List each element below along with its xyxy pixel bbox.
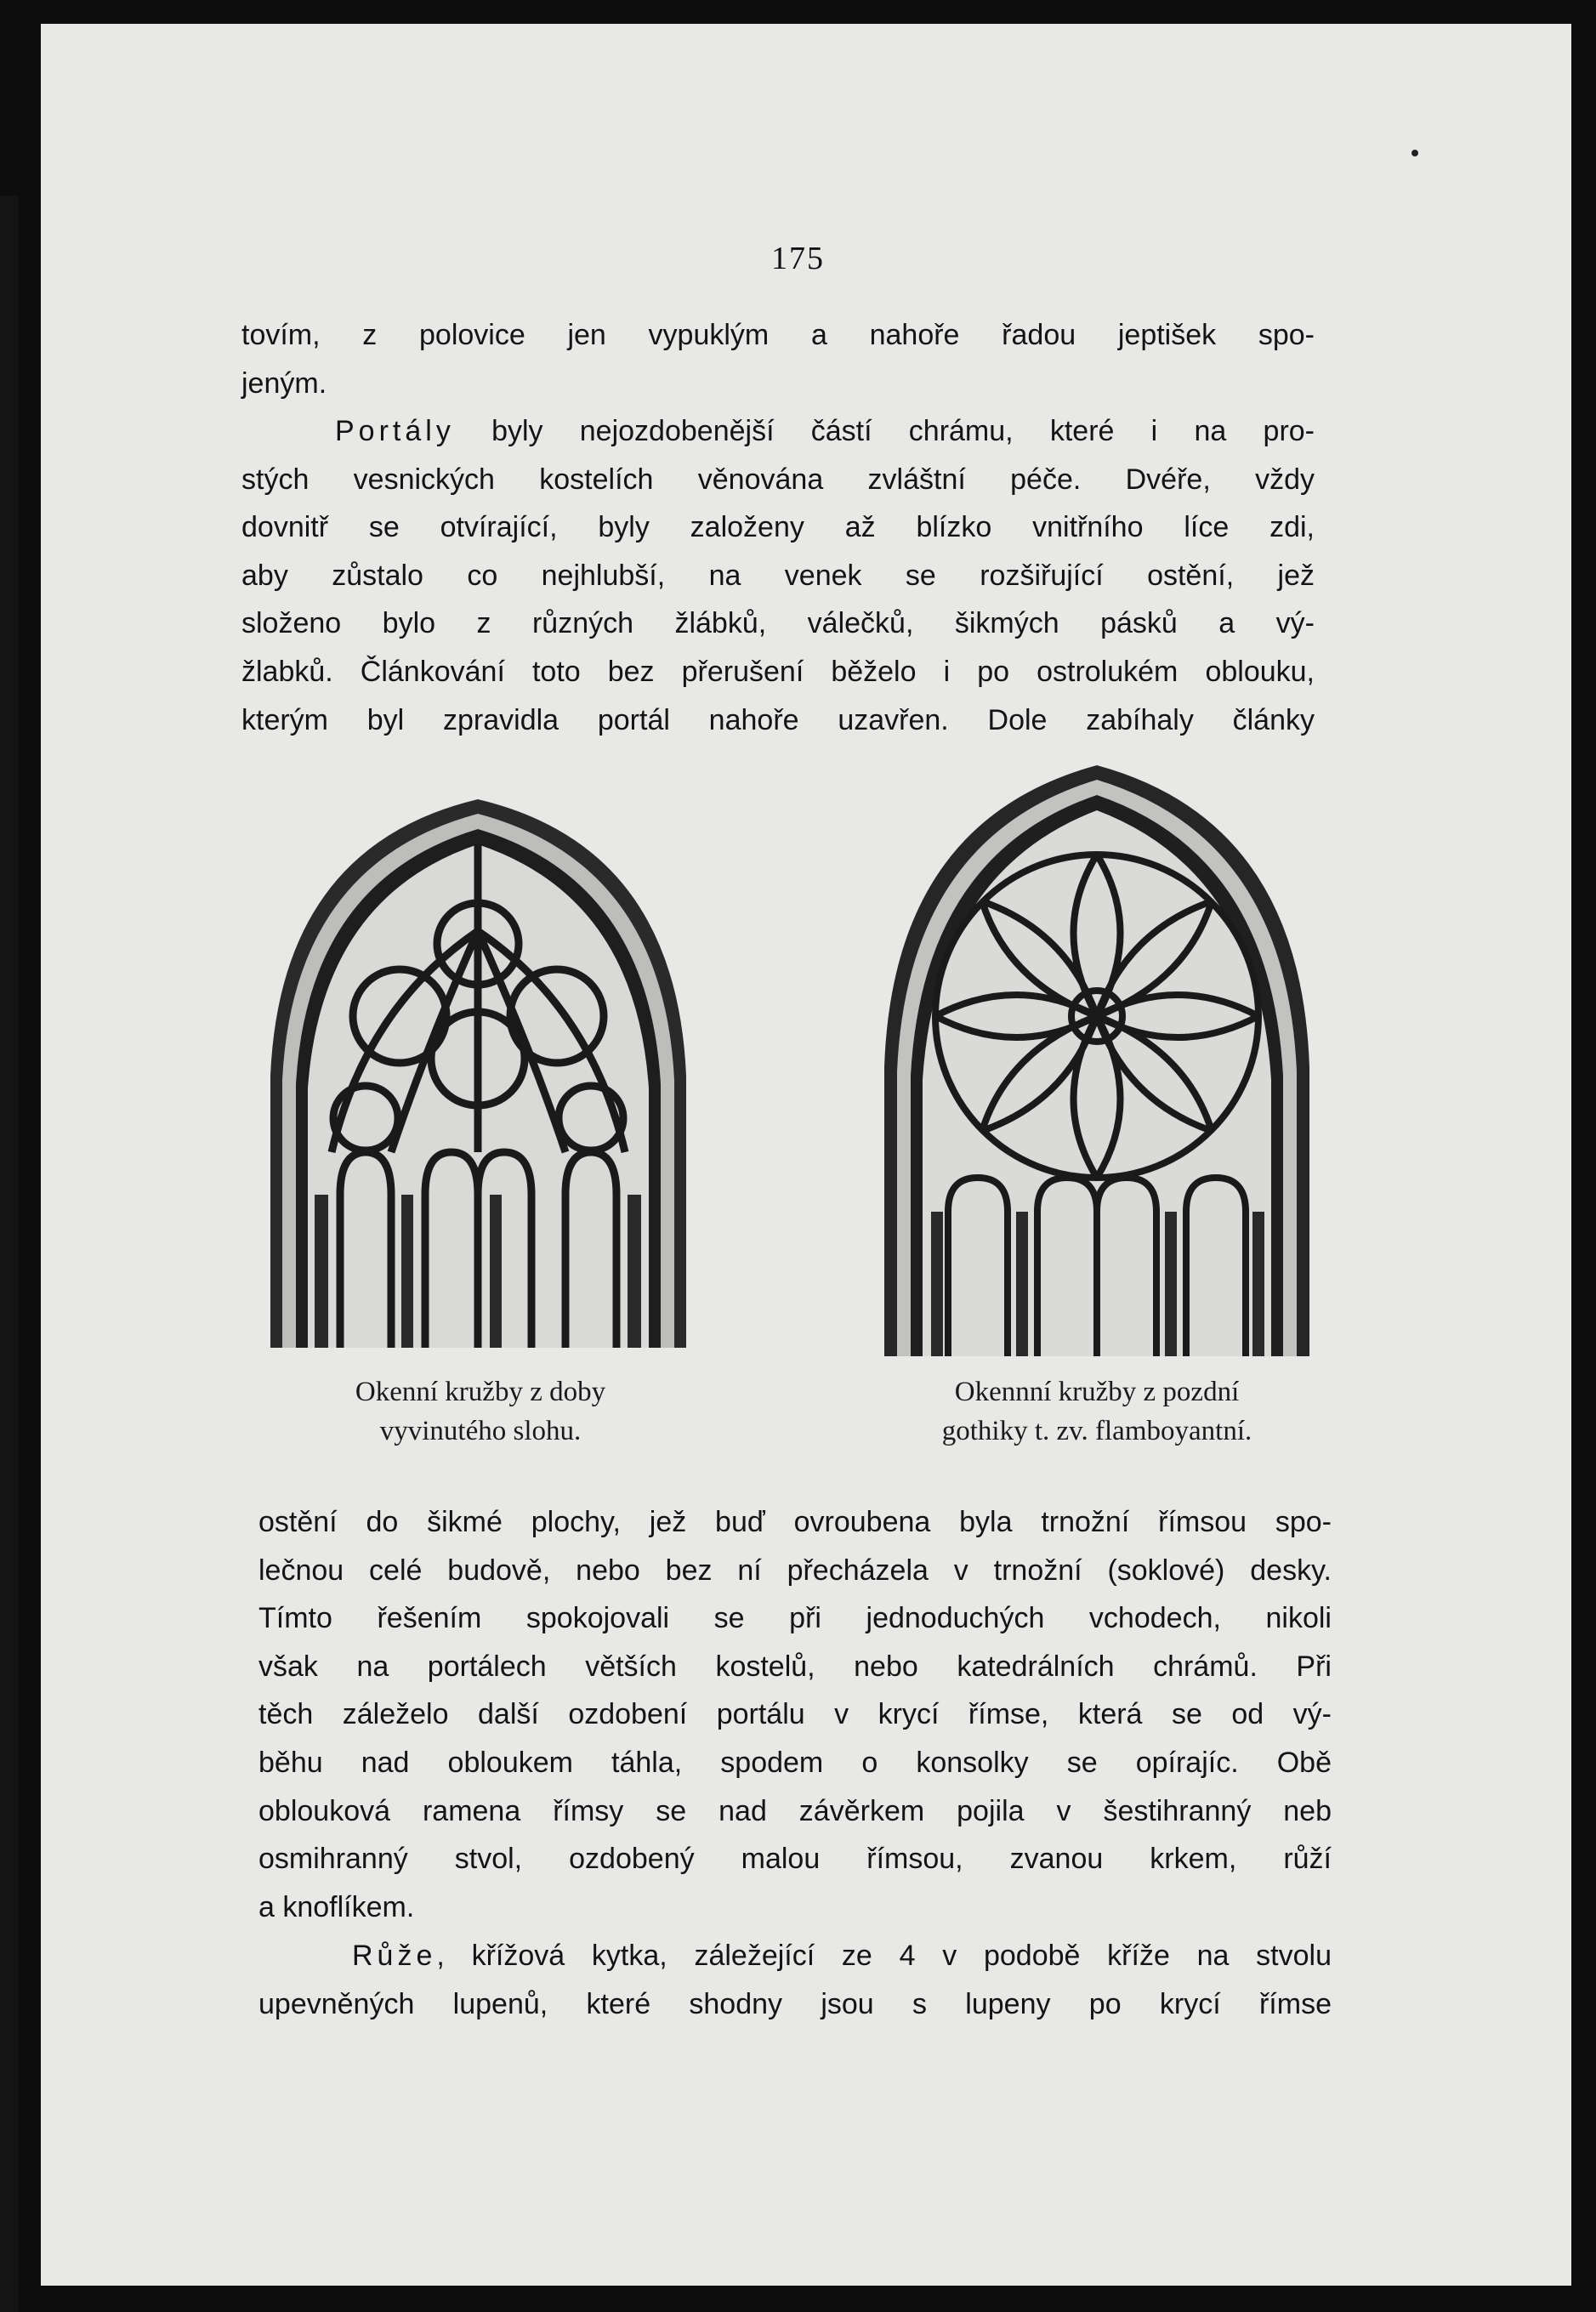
caption-right	[876, 1372, 1318, 1451]
spaced-word: Portály	[335, 415, 455, 447]
text-line: složeno bylo z různých žlábků, válečků, šikmých pásků a vý-	[241, 607, 1315, 640]
figure-right-tracery	[872, 761, 1322, 1356]
text-line: ostění do šikmé plochy, jež buď ovroubena byla trnožní římsou spo-	[258, 1506, 1332, 1538]
text-line: lečnou celé budově, nebo bez ní přecházela v trnožní (soklové) desky.	[258, 1554, 1332, 1587]
text-line: však na portálech větších kostelů, nebo katedrálních chrámů. Při	[258, 1650, 1332, 1683]
page-edge	[0, 196, 19, 2312]
text-line: kterým byl zpravidla portál nahoře uzavřen. Dole zabíhaly články	[241, 703, 1315, 736]
page-number: 175	[771, 241, 825, 276]
text-line: běhu nad obloukem táhla, spodem o konsolky se opírajíc. Obě	[258, 1746, 1332, 1779]
text-line: jeným.	[241, 366, 327, 400]
text-line: upevněných lupenů, které shodny jsou s lupeny po krycí římse	[258, 1987, 1332, 2020]
caption-line: Okenní kružby z doby	[355, 1377, 606, 1407]
spaced-word: Růže	[352, 1940, 437, 1972]
text-line	[258, 1932, 1332, 1980]
text-line: a knoflíkem.	[258, 1890, 415, 1923]
caption-line: Okennní kružby z pozdní	[954, 1377, 1240, 1407]
text-line: stých vesnických kostelích věnována zvláštní péče. Dvéře, vždy	[241, 463, 1315, 496]
paragraph-4	[258, 1932, 1332, 2028]
speck	[1411, 150, 1418, 156]
text-line: těch záleželo další ozdobení portálu v krycí římse, která se od vý-	[258, 1698, 1332, 1731]
text-fragment: byly nejozdobenější částí chrámu, které i na pro-	[454, 415, 1315, 447]
text-line: osmihranný stvol, ozdobený malou římsou, zvanou krkem, růží	[258, 1843, 1332, 1876]
text-fragment: , křížová kytka, záležející ze 4 v podobě kříže na stvolu	[436, 1940, 1332, 1972]
caption-left	[281, 1372, 680, 1451]
text-line: aby zůstalo co nejhlubší, na venek se rozšiřující ostění, jež	[241, 559, 1315, 592]
text-line	[241, 407, 1315, 456]
text-line: oblouková ramena římsy se nad závěrkem pojila v šestihranný neb	[258, 1794, 1332, 1827]
paragraph-1	[241, 311, 1315, 407]
text-line: dovnitř se otvírající, byly založeny až blízko vnitřního líce zdi,	[241, 511, 1315, 544]
text-line: Tímto řešením spokojovali se při jednoduchých vchodech, nikoli	[258, 1602, 1332, 1635]
paragraph-2	[241, 407, 1315, 744]
caption-line: vyvinutého slohu.	[379, 1416, 582, 1446]
text-line: tovím, z polovice jen vypuklým a nahoře řadou jeptišek spo-	[241, 319, 1315, 351]
caption-line: gothiky t. zv. flamboyantní.	[941, 1416, 1252, 1446]
figure-left-tracery	[255, 795, 701, 1348]
paragraph-3	[258, 1498, 1332, 1931]
text-line: žlabků. Článkování toto bez přerušení běželo i po ostrolukém oblouku,	[241, 655, 1315, 688]
